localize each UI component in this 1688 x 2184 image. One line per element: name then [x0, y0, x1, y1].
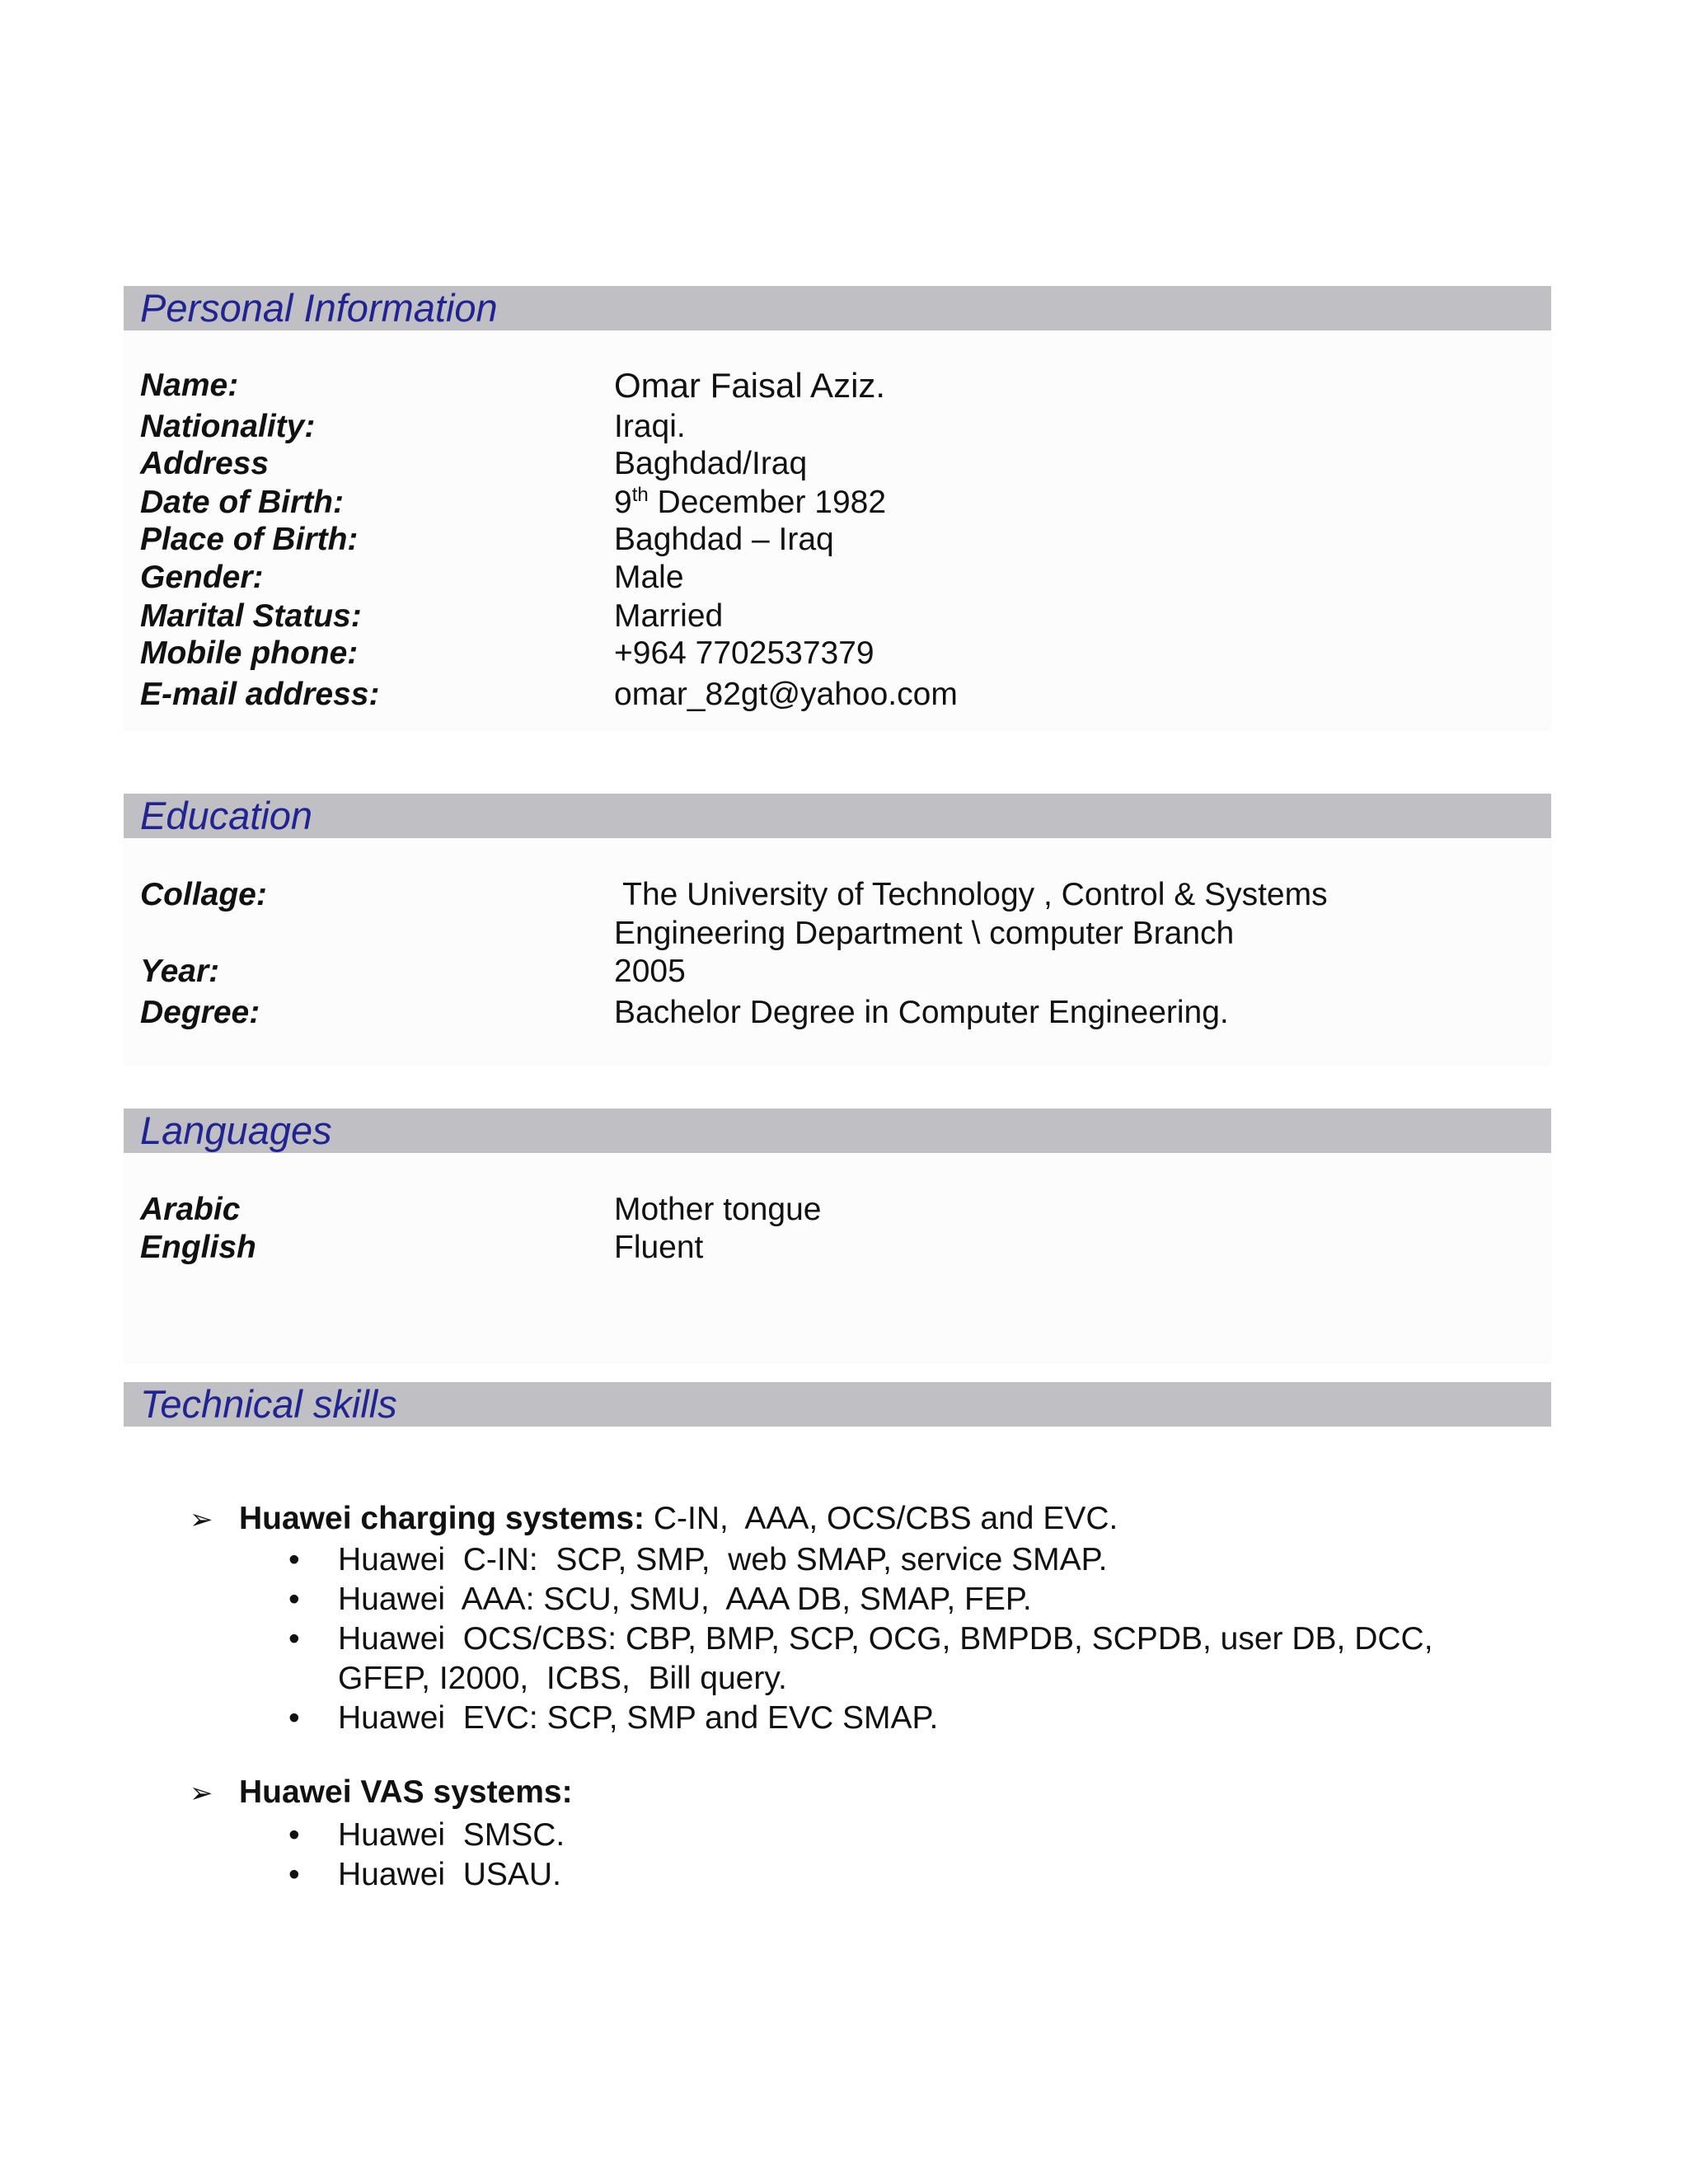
list-item-text: Huawei C-IN: SCP, SMP, web SMAP, service SMAP. [338, 1542, 1108, 1577]
languages-section [124, 1108, 1551, 1364]
list-item-text: Huawei SMSC. [338, 1817, 565, 1853]
language-name: Arabic [140, 1192, 241, 1227]
field-value: Iraqi. [614, 409, 686, 444]
skill-group [190, 1500, 1118, 1539]
skill-group-heading: Huawei VAS systems: [239, 1774, 573, 1810]
list-item-text-continued: GFEP, I2000, ICBS, Bill query. [338, 1661, 787, 1696]
list-item-text: Huawei USAU. [338, 1857, 561, 1892]
field-label: Name: [140, 368, 239, 403]
bullet-icon: • [288, 1857, 300, 1892]
field-value: 2005 [614, 954, 686, 989]
arrow-bullet-icon: ➢ [190, 1504, 213, 1535]
field-label: Degree: [140, 995, 260, 1030]
field-label: Address [140, 446, 270, 481]
language-level: Fluent [614, 1230, 704, 1265]
section-title: Technical skills [124, 1382, 1551, 1427]
field-value: Baghdad/Iraq [614, 446, 808, 481]
field-label: Place of Birth: [140, 522, 359, 557]
bullet-icon: • [288, 1621, 300, 1657]
section-title: Languages [124, 1108, 1551, 1153]
birth-day: 9 [614, 485, 632, 520]
list-item-text: Huawei EVC: SCP, SMP and EVC SMAP. [338, 1700, 939, 1736]
bullet-icon: • [288, 1542, 300, 1577]
bullet-icon: • [288, 1817, 300, 1853]
field-label: Collage: [140, 877, 267, 912]
education-section [124, 794, 1551, 1066]
field-label: Gender: [140, 560, 264, 595]
email-value[interactable]: omar_82gt@yahoo.com [614, 677, 958, 712]
skill-group-heading: Huawei charging systems: [239, 1501, 645, 1536]
field-label: Nationality: [140, 409, 316, 444]
field-value [614, 484, 886, 522]
language-name: English [140, 1230, 256, 1265]
field-label: Year: [140, 954, 220, 989]
field-value: +964 7702537379 [614, 635, 874, 671]
list-item-text: Huawei AAA: SCU, SMU, AAA DB, SMAP, FEP. [338, 1582, 1032, 1617]
personal-information-section [124, 286, 1551, 731]
field-label: Mobile phone: [140, 635, 359, 671]
field-value: Baghdad – Iraq [614, 522, 834, 557]
section-title: Personal Information [124, 286, 1551, 330]
bullet-icon: • [288, 1700, 300, 1736]
field-label: E-mail address: [140, 677, 380, 712]
technical-skills-section [124, 1382, 1551, 1427]
birth-month-year: December 1982 [648, 485, 887, 520]
skill-group-summary: C-IN, AAA, OCS/CBS and EVC. [645, 1501, 1118, 1536]
section-title: Education [124, 794, 1551, 838]
field-value-continued: Engineering Department \ computer Branch [614, 916, 1235, 951]
ordinal-suffix: th [631, 484, 649, 506]
list-item-text: Huawei OCS/CBS: CBP, BMP, SCP, OCG, BMPDB, SCPDB, user DB, DCC, [338, 1621, 1433, 1657]
field-value: Married [614, 598, 724, 634]
field-value: Bachelor Degree in Computer Engineering. [614, 995, 1229, 1030]
skills-list [124, 1426, 1551, 1953]
arrow-bullet-icon: ➢ [190, 1778, 213, 1809]
language-level: Mother tongue [614, 1192, 822, 1227]
field-value: Male [614, 560, 684, 595]
field-value: The University of Technology , Control & Systems [614, 877, 1328, 912]
bullet-icon: • [288, 1582, 300, 1617]
skill-group [190, 1774, 573, 1812]
field-label: Date of Birth: [140, 485, 344, 520]
field-label: Marital Status: [140, 598, 362, 634]
field-value: Omar Faisal Aziz. [614, 366, 886, 405]
